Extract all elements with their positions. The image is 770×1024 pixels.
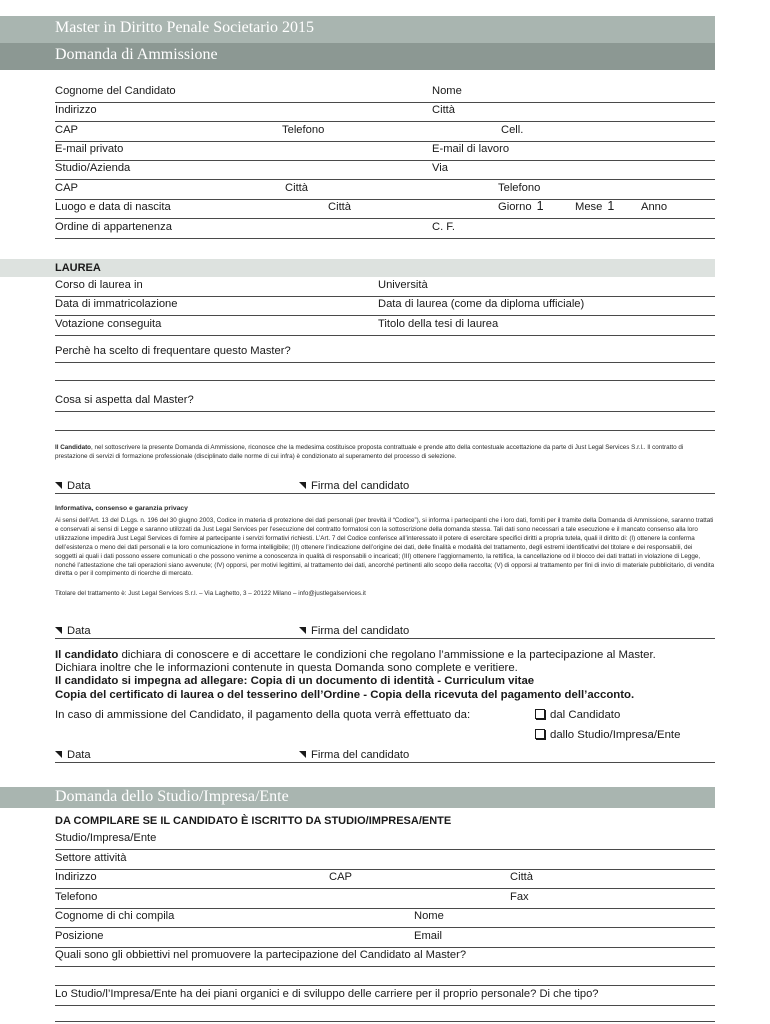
arrow-icon [299,627,306,634]
row-cognome-nome[interactable] [55,83,715,103]
arrow-icon [299,751,306,758]
row-indirizzo-citta[interactable] [55,102,715,122]
answer-line[interactable] [55,430,715,431]
firma-label: Firma del candidato [299,749,409,761]
row-studio-telefono[interactable] [55,889,715,909]
laurea-heading: LAUREA [55,262,101,274]
privacy-title: Informativa, consenso e garanzia privacy [55,505,188,512]
declaration-line-1: Il candidato dichiara di conoscere e di accettare le condizioni che regolano l’ammissione e la partecipazione al Master. [55,649,656,661]
titolare-text: Titolare del trattamento è: Just Legal Services S.r.l. – Via Laghetto, 3 – 20122 Milano – info@justlegalservices.it [55,590,366,597]
email-privato-label: E-mail privato [55,143,124,155]
checkbox-icon[interactable] [535,729,545,739]
giorno-label: Giorno 1 [498,199,544,213]
row-compilatore[interactable] [55,908,715,928]
row-votazione[interactable] [55,316,715,336]
compilatore-nome-label: Nome [414,910,444,922]
row-posizione[interactable] [55,928,715,948]
allegare-line-2: Copia del certificato di laurea o del tesserino dell’Ordine - Copia della ricevuta del pagamento dell’acconto. [55,689,635,701]
cell-label: Cell. [501,124,524,136]
arrow-icon [55,482,62,489]
titolo-tesi-label: Titolo della tesi di laurea [378,318,499,330]
declaration-line-2: Dichiara inoltre che le informazioni contenute in questa Domanda sono complete e veritiere. [55,662,518,674]
row-obiettivi[interactable] [55,947,715,967]
row-ordine-cf[interactable] [55,219,715,239]
row-studio-via[interactable] [55,160,715,180]
signature-row-1[interactable] [55,477,715,494]
studio-heading: DA COMPILARE SE IL CANDIDATO È ISCRITTO DA STUDIO/IMPRESA/ENTE [55,815,452,827]
privacy-text: Ai sensi dell’Art. 13 del D.Lgs. n. 196 del 30 giugno 2003, Codice in materia di protezione dei dati personali (per brevità il “Codice”), si informa i partecipanti che i loro dati, forniti per il tramite della Domanda di Ammissione, saranno trattati e conservati ai sensi di Legge e saranno utilizzati da Just Legal Services per l’esecuzione del contratto formatosi con la sottoscrizione della domanda stessa. Tali dati sono necessari a tale esecuzione e il mancato consenso alla loro utilizzazione impedirà Just Legal Services di fornire al partecipante i servizi formativi richiesti. L’Art. 7 del Codice conferisce all’interessato il potere di esercitare specifici diritti a propria tutela, quali il diritto di: (I) ottenere la conferma dell’esistenza o meno dei dati personali e la loro comunicazione in forma intelligibile; (II) ottenere l’indicazione dell’origine dei dati, delle finalità e modalità del trattamento, degli estremi identificativi del titolare e dei responsabili, dei soggetti ai quali i dati possono essere comunicati o che possono venirne a conoscenza in qualità di responsabili o incaricati; (III) ottenere l’aggiornamento, la rettifica, la cancellazione od il blocco dei dati trattati in violazione di Legge, nonché l’attestazione che tali operazioni siano avvenute; (IV) opporsi, per motivi legittimi, al trattamento dei dati, ancorché pertinenti allo scopo della raccolta; (V) di opporsi al trattamento per fini di invio di materiale pubblicitario, di vendita diretta o per il compimento di ricerche di mercato. [55,517,715,578]
form-title: Master in Diritto Penale Societario 2015 [55,19,315,36]
studio-telefono-label: Telefono [55,891,98,903]
firma-label: Firma del candidato [299,480,409,492]
option-dal-candidato[interactable]: dal Candidato [535,709,715,722]
row-cap-telefono-cell[interactable] [55,122,715,142]
citta-label: Città [432,104,456,116]
row-nascita[interactable] [55,199,715,219]
citta2-label: Città [285,182,309,194]
luogo-nascita-label: Luogo e data di nascita [55,201,171,213]
cap2-label: CAP [55,182,79,194]
signature-row-3[interactable] [55,746,715,763]
contract-notice: Il Candidato, nel sottoscrivere la presente Domanda di Ammissione, riconosce che la medesima costituisce proposta contrattuale e prende atto della contestuale accettazione da parte di Just Legal Services S.r.l.. Il contratto di prestazione di servizi di formazione professionale (disciplinato dalle norme di cui infra) è condizionato al superamento del processo di selezione. [55,444,684,460]
ordine-label: Ordine di appartenenza [55,221,172,233]
checkbox-icon[interactable] [535,709,545,719]
laurea-band [0,259,715,277]
universita-label: Università [378,279,428,291]
subtitle-band [0,43,715,70]
cf-label: C. F. [432,221,455,233]
arrow-icon [299,482,306,489]
citta3-label: Città [328,201,352,213]
data-laurea-label: Data di laurea (come da diploma ufficiale) [378,298,585,310]
mese-value: 1 [607,199,615,213]
email-lavoro-label: E-mail di lavoro [432,143,510,155]
row-immatricolazione[interactable] [55,296,715,316]
data-label: Data [55,625,91,637]
anno-label: Anno [641,201,668,213]
row-aspetta[interactable] [55,392,715,412]
studio-indirizzo-label: Indirizzo [55,871,97,883]
studio-label: Studio/Impresa/Ente [55,832,157,844]
row-studio[interactable] [55,830,715,850]
settore-label: Settore attività [55,852,127,864]
cap-label: CAP [55,124,79,136]
indirizzo-label: Indirizzo [55,104,97,116]
obiettivi-label: Quali sono gli obbiettivi nel promuovere la partecipazione del Candidato al Master? [55,949,467,961]
data-label: Data [55,480,91,492]
row-piani[interactable] [55,986,715,1006]
nome-label: Nome [432,85,462,97]
studio-cap-label: CAP [329,871,353,883]
row-email[interactable] [55,141,715,161]
row-settore[interactable] [55,850,715,870]
answer-line[interactable] [55,380,715,381]
studio-fax-label: Fax [510,891,529,903]
votazione-label: Votazione conseguita [55,318,162,330]
cognome-label: Cognome del Candidato [55,85,176,97]
allegare-line-1: Il candidato si impegna ad allegare: Copia di un documento di identità - Curriculum vitae [55,675,535,687]
immatricolazione-label: Data di immatricolazione [55,298,178,310]
telefono-label: Telefono [282,124,325,136]
row-corso-universita[interactable] [55,277,715,297]
piani-label: Lo Studio/l’Impresa/Ente ha dei piani organici e di sviluppo delle carriere per il proprio personale? Di che tipo? [55,988,599,1000]
answer-line[interactable] [55,1021,715,1022]
studio-azienda-label: Studio/Azienda [55,162,131,174]
pagamento-text: In caso di ammissione del Candidato, il pagamento della quota verrà effettuato da: [55,709,471,721]
data-label: Data [55,749,91,761]
compilatore-cognome-label: Cognome di chi compila [55,910,175,922]
aspetta-label: Cosa si aspetta dal Master? [55,394,194,406]
title-band [0,16,715,43]
arrow-icon [55,627,62,634]
signature-row-2[interactable] [55,622,715,639]
perche-label: Perchè ha scelto di frequentare questo Master? [55,345,291,357]
studio-band [0,787,715,808]
studio-title: Domanda dello Studio/Impresa/Ente [55,788,289,805]
giorno-value: 1 [536,199,544,213]
option-dallo-studio[interactable]: dallo Studio/Impresa/Ente [535,729,715,742]
arrow-icon [55,751,62,758]
corso-label: Corso di laurea in [55,279,143,291]
row-studio-indirizzo[interactable] [55,869,715,889]
mese-label: Mese 1 [575,199,615,213]
via-label: Via [432,162,448,174]
studio-citta-label: Città [510,871,534,883]
row-cap-citta-telefono[interactable] [55,180,715,200]
firma-label: Firma del candidato [299,625,409,637]
posizione-label: Posizione [55,930,104,942]
form-subtitle: Domanda di Ammissione [55,46,218,63]
row-perche[interactable] [55,343,715,363]
telefono2-label: Telefono [498,182,541,194]
studio-email-label: Email [414,930,442,942]
